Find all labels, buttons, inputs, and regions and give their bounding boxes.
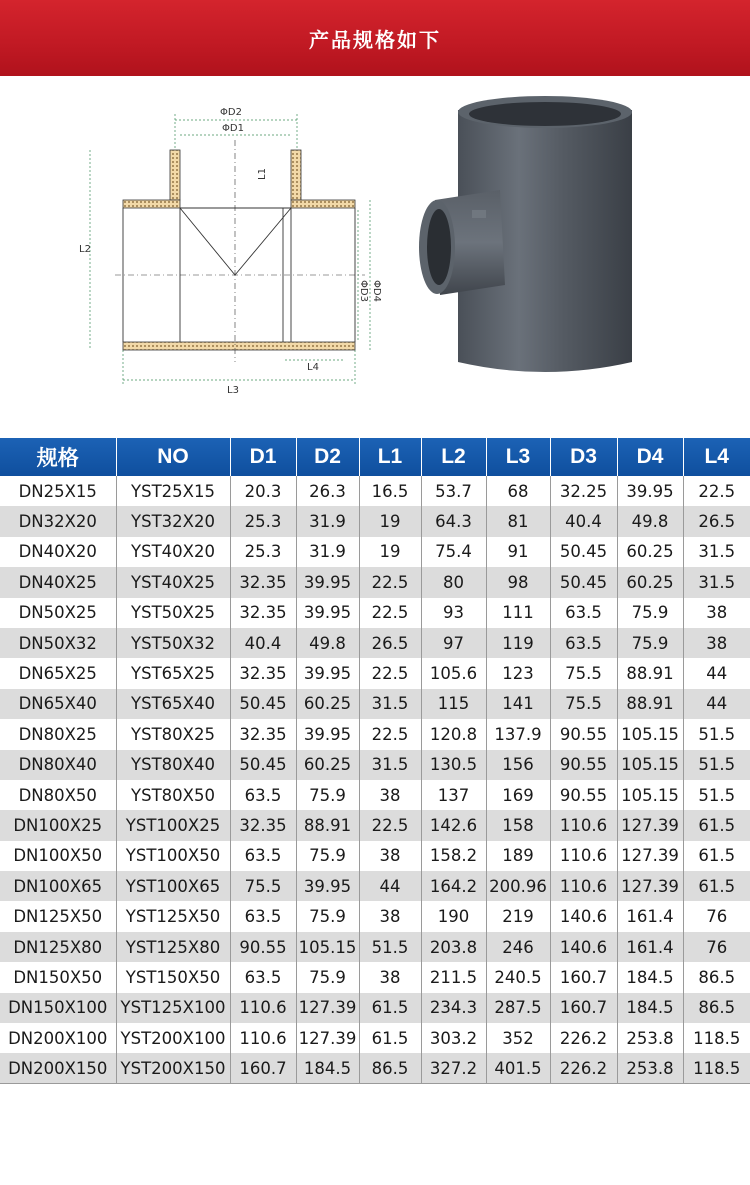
header-l4: L4 xyxy=(683,438,750,476)
cell-d2: 39.95 xyxy=(296,658,359,688)
cell-no: YST50X25 xyxy=(116,598,230,628)
cell-d1: 75.5 xyxy=(230,871,296,901)
cell-no: YST200X150 xyxy=(116,1053,230,1083)
cell-l3: 119 xyxy=(486,628,550,658)
cell-spec: DN150X50 xyxy=(0,962,116,992)
cell-d2: 31.9 xyxy=(296,537,359,567)
cell-l3: 287.5 xyxy=(486,993,550,1023)
cell-d1: 20.3 xyxy=(230,476,296,506)
pvc-reducing-tee-image xyxy=(410,90,660,390)
cell-d4: 161.4 xyxy=(617,901,683,931)
cell-l2: 53.7 xyxy=(421,476,486,506)
cell-spec: DN32X20 xyxy=(0,506,116,536)
cell-d4: 39.95 xyxy=(617,476,683,506)
cell-l2: 93 xyxy=(421,598,486,628)
table-row xyxy=(0,598,750,628)
cell-l2: 75.4 xyxy=(421,537,486,567)
cell-no: YST25X15 xyxy=(116,476,230,506)
cell-l1: 38 xyxy=(359,901,421,931)
cell-l1: 22.5 xyxy=(359,598,421,628)
cell-d4: 253.8 xyxy=(617,1023,683,1053)
table-row xyxy=(0,719,750,749)
title-banner xyxy=(0,0,750,76)
cell-l2: 137 xyxy=(421,780,486,810)
table-row xyxy=(0,780,750,810)
cell-d3: 140.6 xyxy=(550,932,617,962)
table-row xyxy=(0,932,750,962)
cell-l4: 51.5 xyxy=(683,719,750,749)
cell-no: YST50X32 xyxy=(116,628,230,658)
cell-l4: 51.5 xyxy=(683,780,750,810)
cell-d4: 75.9 xyxy=(617,628,683,658)
header-no: NO xyxy=(116,438,230,476)
cell-no: YST80X40 xyxy=(116,750,230,780)
cell-l2: 158.2 xyxy=(421,841,486,871)
cell-d4: 184.5 xyxy=(617,993,683,1023)
cell-d1: 40.4 xyxy=(230,628,296,658)
cell-l1: 19 xyxy=(359,506,421,536)
cell-l4: 38 xyxy=(683,598,750,628)
cell-l2: 303.2 xyxy=(421,1023,486,1053)
cell-l3: 141 xyxy=(486,689,550,719)
cell-d1: 50.45 xyxy=(230,689,296,719)
cell-d3: 75.5 xyxy=(550,689,617,719)
cell-d4: 161.4 xyxy=(617,932,683,962)
cell-l3: 81 xyxy=(486,506,550,536)
cell-d2: 31.9 xyxy=(296,506,359,536)
cell-no: YST125X50 xyxy=(116,901,230,931)
cell-l1: 44 xyxy=(359,871,421,901)
cell-l3: 68 xyxy=(486,476,550,506)
table-row xyxy=(0,476,750,506)
cell-l1: 86.5 xyxy=(359,1053,421,1083)
cell-l1: 38 xyxy=(359,962,421,992)
cell-d4: 105.15 xyxy=(617,750,683,780)
cell-d1: 90.55 xyxy=(230,932,296,962)
cell-l1: 22.5 xyxy=(359,810,421,840)
cell-spec: DN65X25 xyxy=(0,658,116,688)
cell-l4: 61.5 xyxy=(683,871,750,901)
cell-l4: 61.5 xyxy=(683,841,750,871)
label-d4: ΦD4 xyxy=(371,280,382,302)
cell-l4: 31.5 xyxy=(683,537,750,567)
cell-no: YST200X100 xyxy=(116,1023,230,1053)
cell-l4: 86.5 xyxy=(683,962,750,992)
cell-d4: 253.8 xyxy=(617,1053,683,1083)
cell-l3: 169 xyxy=(486,780,550,810)
header-d3: D3 xyxy=(550,438,617,476)
cell-spec: DN100X65 xyxy=(0,871,116,901)
cell-no: YST65X25 xyxy=(116,658,230,688)
cell-l1: 38 xyxy=(359,780,421,810)
cell-l1: 31.5 xyxy=(359,689,421,719)
cell-l4: 22.5 xyxy=(683,476,750,506)
cell-no: YST65X40 xyxy=(116,689,230,719)
cell-d3: 90.55 xyxy=(550,750,617,780)
cell-d4: 60.25 xyxy=(617,537,683,567)
cell-d1: 63.5 xyxy=(230,962,296,992)
cell-l2: 115 xyxy=(421,689,486,719)
cell-spec: DN100X50 xyxy=(0,841,116,871)
cell-no: YST32X20 xyxy=(116,506,230,536)
cell-d1: 110.6 xyxy=(230,1023,296,1053)
cell-d4: 105.15 xyxy=(617,719,683,749)
label-l2: L2 xyxy=(79,244,91,255)
spec-table xyxy=(0,438,750,1084)
cell-d1: 63.5 xyxy=(230,841,296,871)
header-l3: L3 xyxy=(486,438,550,476)
cell-d3: 63.5 xyxy=(550,598,617,628)
table-row xyxy=(0,1053,750,1083)
table-row xyxy=(0,567,750,597)
cell-d3: 160.7 xyxy=(550,993,617,1023)
cell-l2: 234.3 xyxy=(421,993,486,1023)
cell-d2: 105.15 xyxy=(296,932,359,962)
cell-d1: 160.7 xyxy=(230,1053,296,1083)
cell-l2: 80 xyxy=(421,567,486,597)
cell-d2: 75.9 xyxy=(296,780,359,810)
cell-no: YST150X50 xyxy=(116,962,230,992)
cell-d3: 90.55 xyxy=(550,780,617,810)
cell-l1: 22.5 xyxy=(359,567,421,597)
cell-spec: DN200X100 xyxy=(0,1023,116,1053)
cell-spec: DN150X100 xyxy=(0,993,116,1023)
cell-l4: 44 xyxy=(683,658,750,688)
cell-l1: 38 xyxy=(359,841,421,871)
tee-dimension-diagram xyxy=(75,100,395,400)
header-l2: L2 xyxy=(421,438,486,476)
header-l1: L1 xyxy=(359,438,421,476)
cell-l2: 164.2 xyxy=(421,871,486,901)
cell-l4: 76 xyxy=(683,901,750,931)
cell-d3: 140.6 xyxy=(550,901,617,931)
table-row xyxy=(0,506,750,536)
banner-title: 产品规格如下 xyxy=(309,27,441,52)
table-row xyxy=(0,901,750,931)
cell-d2: 60.25 xyxy=(296,689,359,719)
cell-spec: DN50X25 xyxy=(0,598,116,628)
cell-l2: 105.6 xyxy=(421,658,486,688)
table-body xyxy=(0,476,750,1084)
cell-l4: 44 xyxy=(683,689,750,719)
cell-l1: 51.5 xyxy=(359,932,421,962)
cell-d4: 127.39 xyxy=(617,841,683,871)
technical-drawing xyxy=(75,100,395,400)
cell-d2: 75.9 xyxy=(296,901,359,931)
cell-no: YST100X65 xyxy=(116,871,230,901)
label-l1: L1 xyxy=(257,168,268,180)
cell-spec: DN65X40 xyxy=(0,689,116,719)
cell-d1: 32.35 xyxy=(230,658,296,688)
cell-d2: 39.95 xyxy=(296,871,359,901)
cell-d3: 63.5 xyxy=(550,628,617,658)
cell-d4: 88.91 xyxy=(617,689,683,719)
cell-d3: 90.55 xyxy=(550,719,617,749)
cell-l1: 31.5 xyxy=(359,750,421,780)
product-photo xyxy=(410,90,660,390)
cell-d1: 32.35 xyxy=(230,567,296,597)
cell-d4: 127.39 xyxy=(617,810,683,840)
label-d3: ΦD3 xyxy=(358,280,369,302)
cell-d2: 49.8 xyxy=(296,628,359,658)
cell-spec: DN50X32 xyxy=(0,628,116,658)
cell-l3: 352 xyxy=(486,1023,550,1053)
cell-l3: 111 xyxy=(486,598,550,628)
cell-l3: 219 xyxy=(486,901,550,931)
cell-no: YST125X100 xyxy=(116,993,230,1023)
cell-l2: 211.5 xyxy=(421,962,486,992)
label-d1: ΦD1 xyxy=(222,123,244,134)
cell-spec: DN125X50 xyxy=(0,901,116,931)
header-d1: D1 xyxy=(230,438,296,476)
cell-no: YST40X25 xyxy=(116,567,230,597)
cell-d4: 105.15 xyxy=(617,780,683,810)
cell-d3: 75.5 xyxy=(550,658,617,688)
cell-d4: 127.39 xyxy=(617,871,683,901)
cell-no: YST100X25 xyxy=(116,810,230,840)
table-row xyxy=(0,628,750,658)
cell-spec: DN100X25 xyxy=(0,810,116,840)
cell-l3: 91 xyxy=(486,537,550,567)
cell-l2: 203.8 xyxy=(421,932,486,962)
cell-d3: 110.6 xyxy=(550,810,617,840)
cell-l4: 86.5 xyxy=(683,993,750,1023)
table-row xyxy=(0,962,750,992)
cell-d1: 32.35 xyxy=(230,810,296,840)
table-row xyxy=(0,871,750,901)
cell-d4: 75.9 xyxy=(617,598,683,628)
cell-l2: 190 xyxy=(421,901,486,931)
cell-l4: 31.5 xyxy=(683,567,750,597)
cell-spec: DN80X25 xyxy=(0,719,116,749)
cell-l4: 118.5 xyxy=(683,1023,750,1053)
cell-d3: 160.7 xyxy=(550,962,617,992)
cell-l2: 327.2 xyxy=(421,1053,486,1083)
table-row xyxy=(0,841,750,871)
cell-spec: DN80X40 xyxy=(0,750,116,780)
cell-d3: 226.2 xyxy=(550,1053,617,1083)
header-d2: D2 xyxy=(296,438,359,476)
table-row xyxy=(0,993,750,1023)
cell-l3: 401.5 xyxy=(486,1053,550,1083)
cell-l1: 61.5 xyxy=(359,993,421,1023)
cell-d1: 32.35 xyxy=(230,598,296,628)
cell-d2: 184.5 xyxy=(296,1053,359,1083)
header-spec: 规格 xyxy=(0,438,116,476)
cell-spec: DN40X20 xyxy=(0,537,116,567)
cell-d2: 39.95 xyxy=(296,719,359,749)
cell-l2: 97 xyxy=(421,628,486,658)
cell-l1: 26.5 xyxy=(359,628,421,658)
cell-spec: DN125X80 xyxy=(0,932,116,962)
cell-spec: DN200X150 xyxy=(0,1053,116,1083)
header-d4: D4 xyxy=(617,438,683,476)
cell-l3: 200.96 xyxy=(486,871,550,901)
label-l3: L3 xyxy=(227,385,239,396)
table-row xyxy=(0,810,750,840)
cell-l4: 38 xyxy=(683,628,750,658)
cell-d2: 127.39 xyxy=(296,993,359,1023)
cell-no: YST40X20 xyxy=(116,537,230,567)
cell-spec: DN80X50 xyxy=(0,780,116,810)
cell-l3: 123 xyxy=(486,658,550,688)
cell-l2: 130.5 xyxy=(421,750,486,780)
table-header-row xyxy=(0,438,750,476)
cell-l4: 118.5 xyxy=(683,1053,750,1083)
cell-d3: 40.4 xyxy=(550,506,617,536)
cell-d2: 127.39 xyxy=(296,1023,359,1053)
cell-d2: 39.95 xyxy=(296,598,359,628)
cell-no: YST80X25 xyxy=(116,719,230,749)
cell-l2: 120.8 xyxy=(421,719,486,749)
cell-l3: 98 xyxy=(486,567,550,597)
cell-d2: 39.95 xyxy=(296,567,359,597)
cell-no: YST80X50 xyxy=(116,780,230,810)
cell-d3: 110.6 xyxy=(550,871,617,901)
cell-l1: 61.5 xyxy=(359,1023,421,1053)
cell-d3: 32.25 xyxy=(550,476,617,506)
cell-l4: 51.5 xyxy=(683,750,750,780)
cell-d3: 226.2 xyxy=(550,1023,617,1053)
cell-l4: 61.5 xyxy=(683,810,750,840)
cell-d3: 50.45 xyxy=(550,537,617,567)
label-l4: L4 xyxy=(307,362,319,373)
cell-d3: 110.6 xyxy=(550,841,617,871)
label-d2: ΦD2 xyxy=(220,107,242,118)
table-row xyxy=(0,658,750,688)
cell-d1: 63.5 xyxy=(230,901,296,931)
cell-d1: 25.3 xyxy=(230,537,296,567)
table-row xyxy=(0,1023,750,1053)
cell-d1: 110.6 xyxy=(230,993,296,1023)
cell-d1: 32.35 xyxy=(230,719,296,749)
cell-d2: 88.91 xyxy=(296,810,359,840)
cell-l3: 246 xyxy=(486,932,550,962)
cell-l3: 137.9 xyxy=(486,719,550,749)
table-row xyxy=(0,537,750,567)
cell-d1: 50.45 xyxy=(230,750,296,780)
cell-l2: 142.6 xyxy=(421,810,486,840)
cell-no: YST100X50 xyxy=(116,841,230,871)
cell-d4: 88.91 xyxy=(617,658,683,688)
cell-d1: 25.3 xyxy=(230,506,296,536)
cell-d2: 60.25 xyxy=(296,750,359,780)
cell-l3: 189 xyxy=(486,841,550,871)
cell-d2: 26.3 xyxy=(296,476,359,506)
cell-spec: DN40X25 xyxy=(0,567,116,597)
cell-l4: 76 xyxy=(683,932,750,962)
cell-l1: 22.5 xyxy=(359,719,421,749)
cell-l2: 64.3 xyxy=(421,506,486,536)
cell-l4: 26.5 xyxy=(683,506,750,536)
cell-d4: 60.25 xyxy=(617,567,683,597)
cell-l3: 240.5 xyxy=(486,962,550,992)
cell-d4: 49.8 xyxy=(617,506,683,536)
cell-d3: 50.45 xyxy=(550,567,617,597)
cell-l1: 22.5 xyxy=(359,658,421,688)
table-row xyxy=(0,750,750,780)
table-row xyxy=(0,689,750,719)
cell-d1: 63.5 xyxy=(230,780,296,810)
cell-d4: 184.5 xyxy=(617,962,683,992)
cell-l1: 16.5 xyxy=(359,476,421,506)
cell-l3: 156 xyxy=(486,750,550,780)
cell-l1: 19 xyxy=(359,537,421,567)
cell-d2: 75.9 xyxy=(296,962,359,992)
cell-d2: 75.9 xyxy=(296,841,359,871)
cell-no: YST125X80 xyxy=(116,932,230,962)
cell-spec: DN25X15 xyxy=(0,476,116,506)
cell-l3: 158 xyxy=(486,810,550,840)
